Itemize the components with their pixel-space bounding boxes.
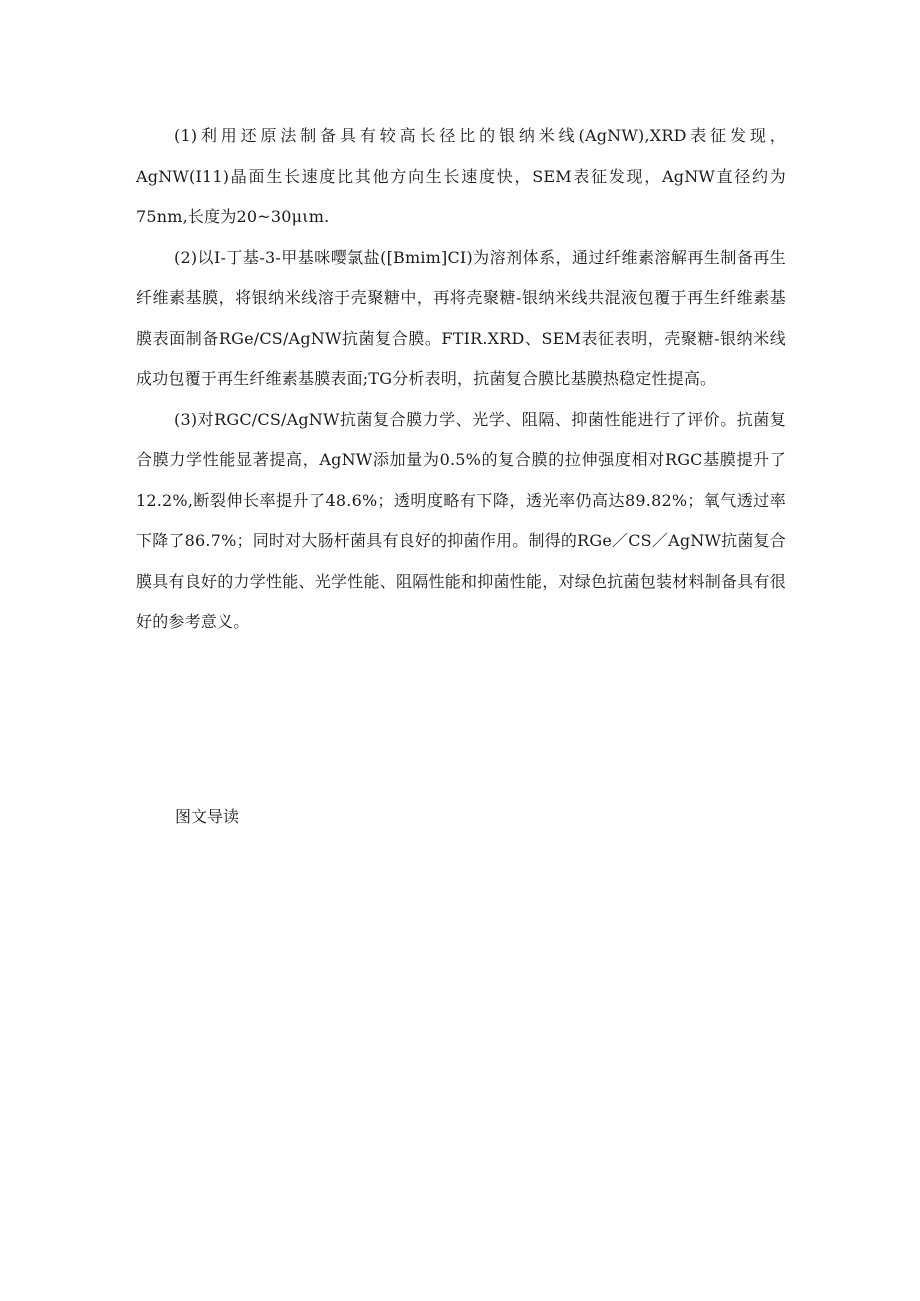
paragraph-3: (3)对RGC/CS/AgNW抗菌复合膜力学、光学、阻隔、抑菌性能进行了评价。抗菌复合膜力学性能显著提高，AgNW添加量为0.5%的复合膜的拉伸强度相对RGC基膜提升了12.2%,断裂伸长率提升了48.6%；透明度略有下降，透光率仍高达89.82%；氧气透过率下降了86.7%；同时对大肠杆菌具有良好的抑菌作用。制得的RGe／CS／AgNW抗菌复合膜具有良好的力学性能、光学性能、阻隔性能和抑菌性能，对绿色抗菌包装材料制备具有很好的参考意义。 — [136, 409, 786, 631]
paragraph-2: (2)以I-丁基-3-甲基咪嘤氯盐([Bmim]CI)为溶剂体系，通过纤维素溶解再生制备再生纤维素基膜，将银纳米线溶于壳聚糖中，再将壳聚糖-银纳米线共混液包覆于再生纤维素基膜表面制备RGe/CS/AgNW抗菌复合膜。FTIR.XRD、SEM表征表明，壳聚糖-银纳米线成功包覆于再生纤维素基膜表面;TG分析表明，抗菌复合膜比基膜热稳定性提高。 — [136, 247, 786, 388]
paragraph-1: (1)利用还原法制备具有较高长径比的银纳米线(AgNW),XRD表征发现，AgNW(I11)晶面生长速度比其他方向生长速度快，SEM表征发现，AgNW直径约为75nm,长度为20~30μιm. — [136, 126, 786, 226]
document-body — [136, 116, 786, 643]
section-heading: 图文导读 — [175, 807, 240, 826]
